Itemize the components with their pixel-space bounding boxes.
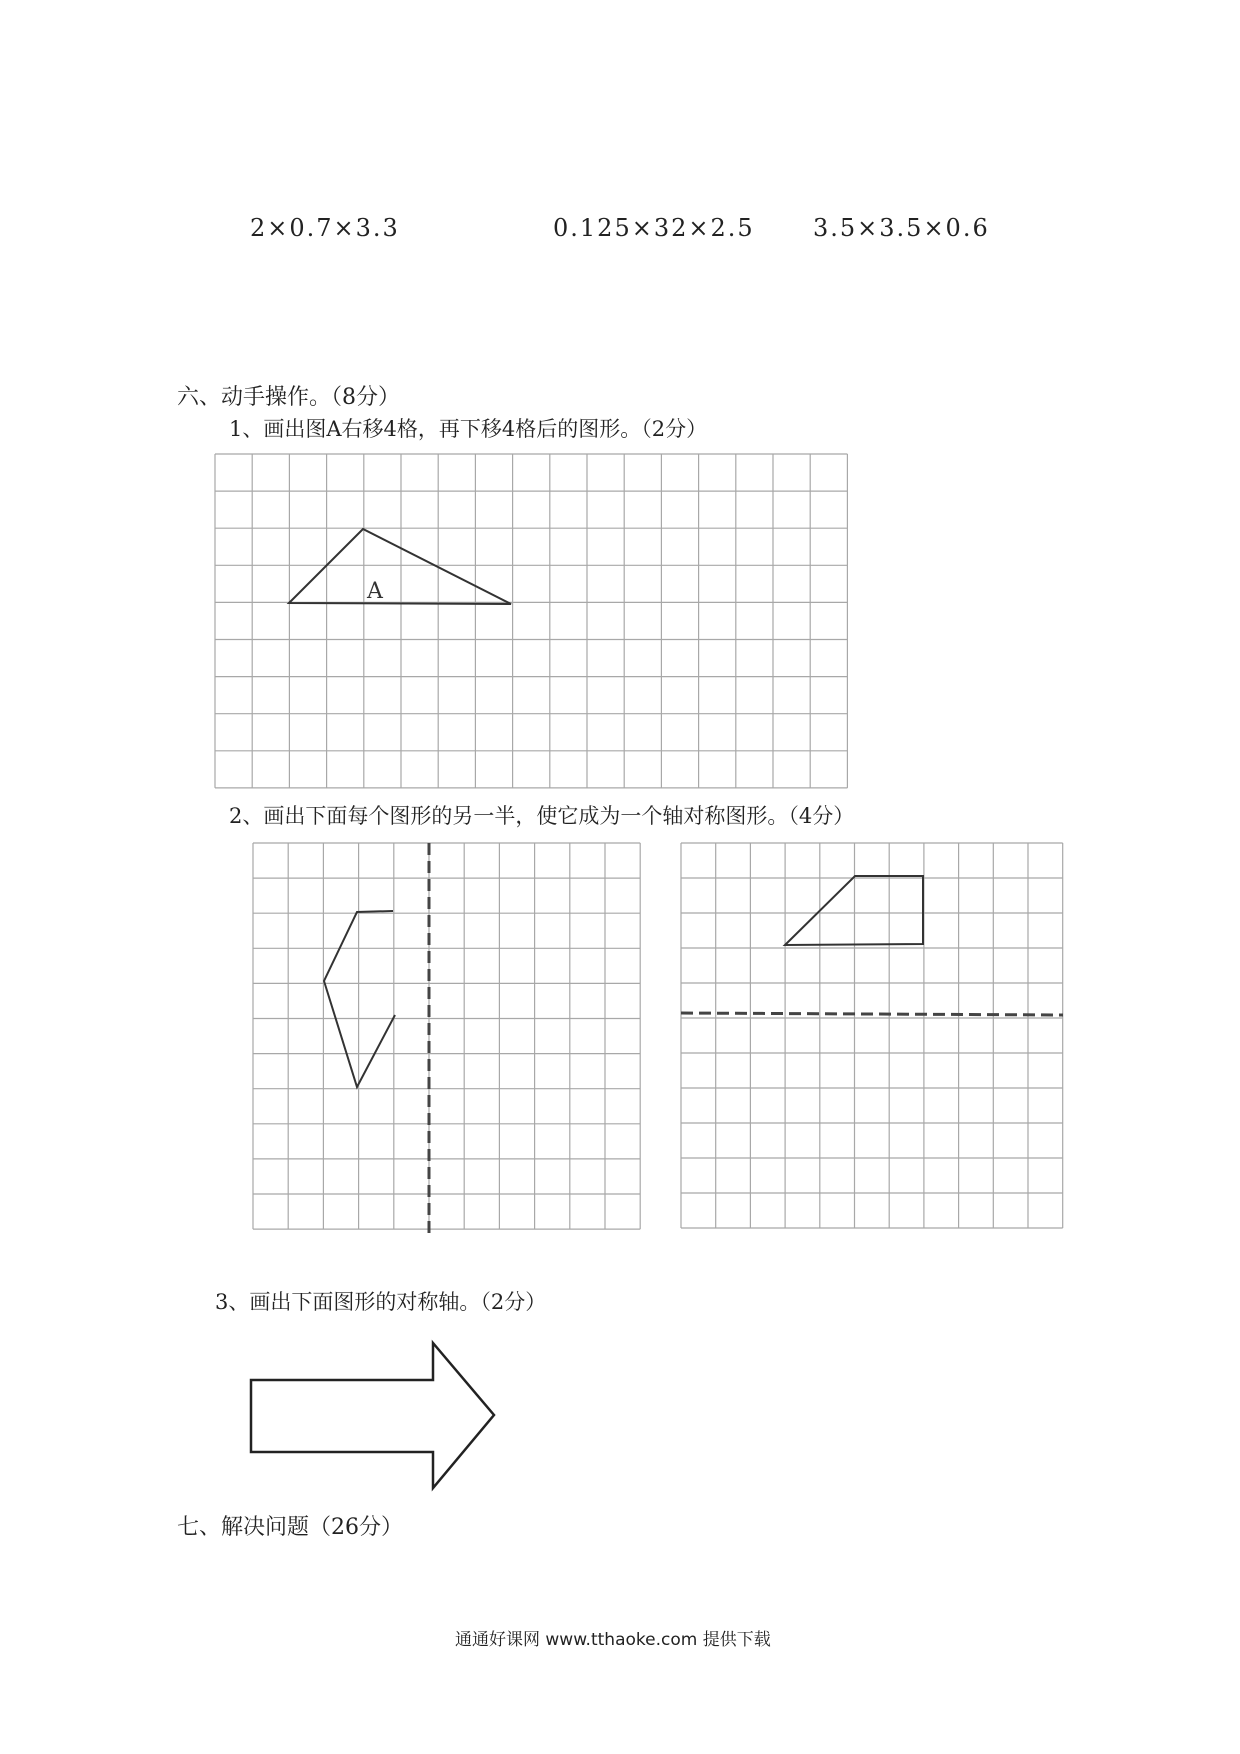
grid-1 [215,454,847,788]
half-figure-left [324,911,395,1087]
grid-2 [253,843,640,1229]
question-2: 2、画出下面每个图形的另一半，使它成为一个轴对称图形。（4分） [229,804,855,828]
triangle-a [289,529,511,604]
expression-2: 0.125×32×2.5 [553,214,755,242]
expression-1: 2×0.7×3.3 [250,214,400,242]
expression-3: 3.5×3.5×0.6 [813,214,990,242]
footer: 通通好课网 www.tthaoke.com 提供下载 [455,1630,771,1650]
grid-3 [681,843,1063,1228]
section-6-title: 六、动手操作。（8分） [177,385,400,410]
symmetry-axis-horizontal [681,1013,1063,1015]
arrow-shape [251,1343,494,1488]
question-1: 1、画出图A右移4格，再下移4格后的图形。（2分） [229,417,708,441]
triangle-label: A [367,579,383,604]
question-3: 3、画出下面图形的对称轴。（2分） [215,1290,547,1314]
section-7-title: 七、解决问题（26分） [177,1515,403,1540]
